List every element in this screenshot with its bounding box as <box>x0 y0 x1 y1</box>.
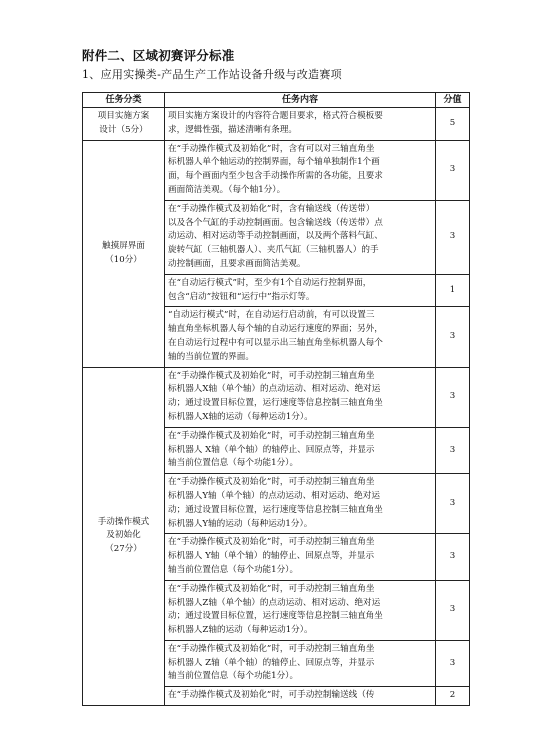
content-line: 在“手动操作模式及初始化”时，可手动控制三轴直角坐 <box>168 537 375 548</box>
content-line: 标机器人 Z轴（单个轴）的轴停止、回原点等，并显示 <box>168 657 375 668</box>
score-cell: 3 <box>436 140 470 200</box>
content-line: 标机器人Y轴（单个轴）的点动运动、相对运动、绝对运 <box>168 490 380 501</box>
content-line: 在“手动操作模式及初始化”时，可手动控制三轴直角坐 <box>168 477 375 488</box>
content-line: 在“手动操作模式及初始化”时，可手动控制三轴直角坐 <box>168 370 375 381</box>
score-cell: 3 <box>436 534 470 580</box>
content-line: 动控制画面，且要求画面简洁美观。 <box>168 258 306 269</box>
content-line: 标机器人 X轴（单个轴）的轴停止、回原点等，并显示 <box>168 444 375 455</box>
score-cell: 3 <box>436 580 470 640</box>
content-line: 在“手动操作模式及初始化”时，可手动控制三轴直角坐 <box>168 430 375 441</box>
content-line: 轴当前位置信息（每个功能1分）。 <box>168 458 299 469</box>
scoring-table <box>82 92 470 706</box>
table-header-row <box>83 93 470 108</box>
content-line: 在自动运行过程中有可以显示出三轴直角坐标机器人每个 <box>168 337 383 348</box>
content-line: 动；通过设置目标位置，运行速度等信息控制三轴直角坐 <box>168 504 383 515</box>
table-row <box>83 367 470 427</box>
content-line: 在“手动操作模式及初始化”时，可手动控制三轴直角坐 <box>168 583 375 594</box>
header-score: 分值 <box>436 93 470 108</box>
content-line: 轴直角坐标机器人每个轴的自动运行速度的界面；另外， <box>168 324 383 335</box>
content-line: 轴的当前位置的界面。 <box>168 351 254 362</box>
content-line: “自动运行模式”时，在自动运行启动前，有可以设置三 <box>168 310 375 321</box>
header-category: 任务分类 <box>83 93 165 108</box>
content-cell <box>165 307 436 367</box>
category-label-line: 项目实施方案 <box>97 111 150 121</box>
content-line: 标机器人单个轴运动的控制界面，每个轴单独制作1个画 <box>168 157 380 168</box>
category-cell-touchscreen <box>83 140 165 367</box>
score-cell: 3 <box>436 640 470 686</box>
score-cell: 3 <box>436 367 470 427</box>
category-label-line: 手动操作模式 <box>97 516 150 527</box>
content-cell <box>165 274 436 307</box>
document-subtitle: 1、应用实操类-产品生产工作站设备升级与改造赛项 <box>82 68 342 81</box>
content-line: 在“手动操作模式及初始化”时，可手动控制三轴直角坐 <box>168 643 375 654</box>
content-line: 标机器人Z轴的运动（每种运动1分）。 <box>168 625 313 636</box>
score-cell: 5 <box>436 108 470 141</box>
category-cell-plan <box>83 108 165 141</box>
content-cell <box>165 474 436 534</box>
content-cell <box>165 580 436 640</box>
content-line: 标机器人 Y轴（单个轴）的轴停止、回原点等，并显示 <box>168 551 375 562</box>
content-line: 求，逻辑性强，描述清晰有条理。 <box>168 124 297 135</box>
content-cell <box>165 108 436 141</box>
content-line: 动；通过设置目标位置，运行速度等信息控制三轴直角坐 <box>168 611 383 622</box>
content-line: 在“手动操作模式及初始化”时，可手动控制输送线（传 <box>168 690 375 701</box>
content-cell <box>165 427 436 473</box>
content-line: 动运动、相对运动等手动控制画面，以及两个落料气缸、 <box>168 231 383 242</box>
category-label-line: 触摸屏界面 <box>102 240 145 251</box>
content-line: 标机器人Z轴（单个轴）的点动运动、相对运动、绝对运 <box>168 597 381 608</box>
content-line: 标机器人X轴的运动（每种运动1分）。 <box>168 411 313 422</box>
content-cell <box>165 140 436 200</box>
content-cell <box>165 640 436 686</box>
content-line: 项目实施方案设计的内容符合题目要求，格式符合模板要 <box>168 111 383 121</box>
category-cell-manual-mode <box>83 367 165 706</box>
score-cell: 3 <box>436 307 470 367</box>
score-cell: 3 <box>436 200 470 274</box>
content-line: 在“手动操作模式及初始化”时，含有可以对三轴直角坐 <box>168 143 375 154</box>
score-cell: 1 <box>436 274 470 307</box>
content-line: 包含“启动”按钮和“运行中”指示灯等。 <box>168 291 315 302</box>
header-content: 任务内容 <box>165 93 436 108</box>
document-title: 附件二、区域初赛评分标准 <box>82 48 235 63</box>
category-label-line: （27分） <box>105 544 142 555</box>
score-cell: 3 <box>436 474 470 534</box>
content-line: 轴当前位置信息（每个功能1分）。 <box>168 564 299 575</box>
content-line: 面，每个画面内至少包含手动操作所需的各功能，且要求 <box>168 171 383 182</box>
content-line: 轴当前位置信息（每个功能1分）。 <box>168 671 299 682</box>
content-cell <box>165 687 436 706</box>
content-line: 在“自动运行模式”时，至少有1个自动运行控制界面， <box>168 277 372 288</box>
content-line: 标机器人Y轴的运动（每种运动1分）。 <box>168 518 313 529</box>
category-label-line: （10分） <box>105 254 142 265</box>
table-row <box>83 140 470 200</box>
category-label-line: 设计（5分） <box>99 124 148 135</box>
content-line: 标机器人X轴（单个轴）的点动运动、相对运动、绝对运 <box>168 384 381 395</box>
content-line: 画面简洁美观。（每个轴1分）。 <box>168 184 286 195</box>
category-label-line: 及初始化 <box>106 530 141 541</box>
score-cell: 2 <box>436 687 470 706</box>
content-line: 在“手动操作模式及初始化”时，含有输送线（传送带） <box>168 203 375 214</box>
content-cell <box>165 534 436 580</box>
content-line: 旋转气缸（三轴机器人）、夹爪气缸（三轴机器人）的手 <box>168 245 379 256</box>
table-row <box>83 108 470 141</box>
content-line: 以及各个气缸的手动控制画面。包含输送线（传送带）点 <box>168 217 383 228</box>
content-cell <box>165 200 436 274</box>
content-line: 动；通过设置目标位置，运行速度等信息控制三轴直角坐 <box>168 398 383 409</box>
content-cell <box>165 367 436 427</box>
score-cell: 3 <box>436 427 470 473</box>
